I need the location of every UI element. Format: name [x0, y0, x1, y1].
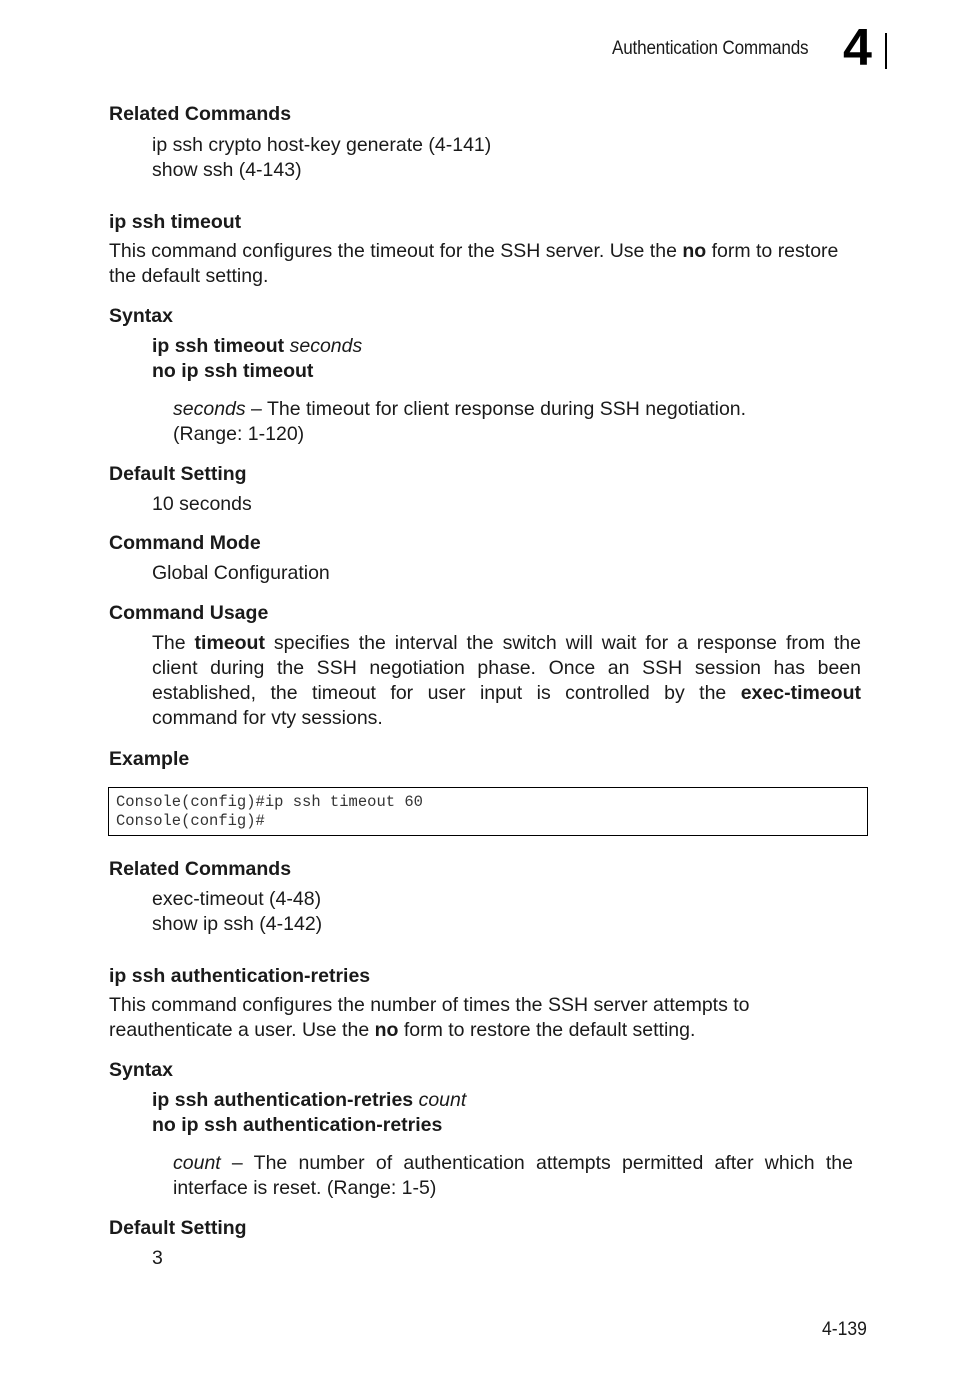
syntax-keyword: ip ssh authentication-retries	[152, 1089, 414, 1111]
chapter-number: 4	[843, 19, 872, 77]
related-command-item: show ssh (4-143)	[152, 159, 302, 181]
code-line: Console(config)#ip ssh timeout 60	[116, 793, 423, 811]
description-text: form to restore the default setting.	[398, 1019, 696, 1041]
syntax-command	[152, 334, 362, 359]
syntax-heading: Syntax	[109, 1059, 173, 1081]
description-text: form to restore	[706, 240, 839, 262]
command-title-timeout: ip ssh timeout	[109, 211, 242, 233]
example-heading: Example	[109, 748, 190, 770]
description-text: This command configures the timeout for the SSH server. Use the	[109, 240, 683, 262]
command-description: This command configures the number of times the SSH server attempts to	[109, 994, 750, 1016]
page-number: 4-139	[822, 1318, 867, 1340]
default-setting-heading: Default Setting	[109, 463, 247, 485]
parameter-text: – The timeout for client response during SSH negotiation.	[245, 398, 747, 420]
syntax-no-form	[152, 359, 313, 384]
chapter-tab	[843, 19, 887, 77]
usage-text: command for vty sessions.	[152, 707, 383, 729]
usage-keyword: exec-timeout	[740, 682, 861, 704]
code-example-box	[108, 787, 868, 836]
parameter-description	[173, 1151, 853, 1201]
related-command-item: ip ssh crypto host-key generate (4-141)	[152, 134, 492, 156]
syntax-command	[152, 1088, 466, 1113]
default-setting-value: 3	[152, 1247, 163, 1269]
syntax-keyword: ip ssh timeout	[152, 335, 285, 357]
syntax-parameter: seconds	[289, 335, 363, 357]
related-command-item: exec-timeout (4-48)	[152, 888, 322, 910]
command-description-line2: the default setting.	[109, 265, 269, 287]
related-commands-heading: Related Commands	[109, 858, 292, 880]
default-setting-value: 10 seconds	[152, 493, 252, 515]
syntax-parameter: count	[418, 1089, 467, 1111]
default-setting-heading: Default Setting	[109, 1217, 247, 1239]
code-line: Console(config)#	[116, 812, 265, 830]
command-description-line2	[109, 1018, 695, 1043]
command-usage-text	[152, 631, 861, 731]
related-commands-heading: Related Commands	[109, 103, 292, 125]
usage-text: The	[152, 632, 195, 654]
syntax-no-keyword: no ip ssh timeout	[152, 360, 314, 382]
usage-keyword: timeout	[194, 632, 265, 654]
command-mode-heading: Command Mode	[109, 532, 261, 554]
parameter-description	[173, 397, 746, 422]
related-command-item: show ip ssh (4-142)	[152, 913, 323, 935]
syntax-no-keyword: no ip ssh authentication-retries	[152, 1114, 443, 1136]
command-title-authentication-retries: ip ssh authentication-retries	[109, 965, 371, 987]
parameter-name: seconds	[173, 398, 246, 420]
parameter-range: (Range: 1-120)	[173, 423, 305, 445]
description-keyword: no	[374, 1019, 399, 1041]
command-usage-heading: Command Usage	[109, 602, 269, 624]
description-keyword: no	[682, 240, 707, 262]
command-description	[109, 239, 838, 264]
usage-text: specifies the interval the switch will wait for a response from the client during the SSH negotiation phase. Once an SSH session has been established, the timeout for user input is controlled by the	[152, 632, 861, 704]
syntax-heading: Syntax	[109, 305, 173, 327]
running-header: Authentication Commands	[612, 38, 809, 59]
parameter-text: – The number of authentication attempts permitted after which the interface is reset. (Range: 1-5)	[173, 1152, 853, 1199]
syntax-no-form	[152, 1113, 442, 1138]
parameter-name: count	[173, 1152, 221, 1174]
description-text: reauthenticate a user. Use the	[109, 1019, 375, 1041]
command-mode-value: Global Configuration	[152, 562, 330, 584]
